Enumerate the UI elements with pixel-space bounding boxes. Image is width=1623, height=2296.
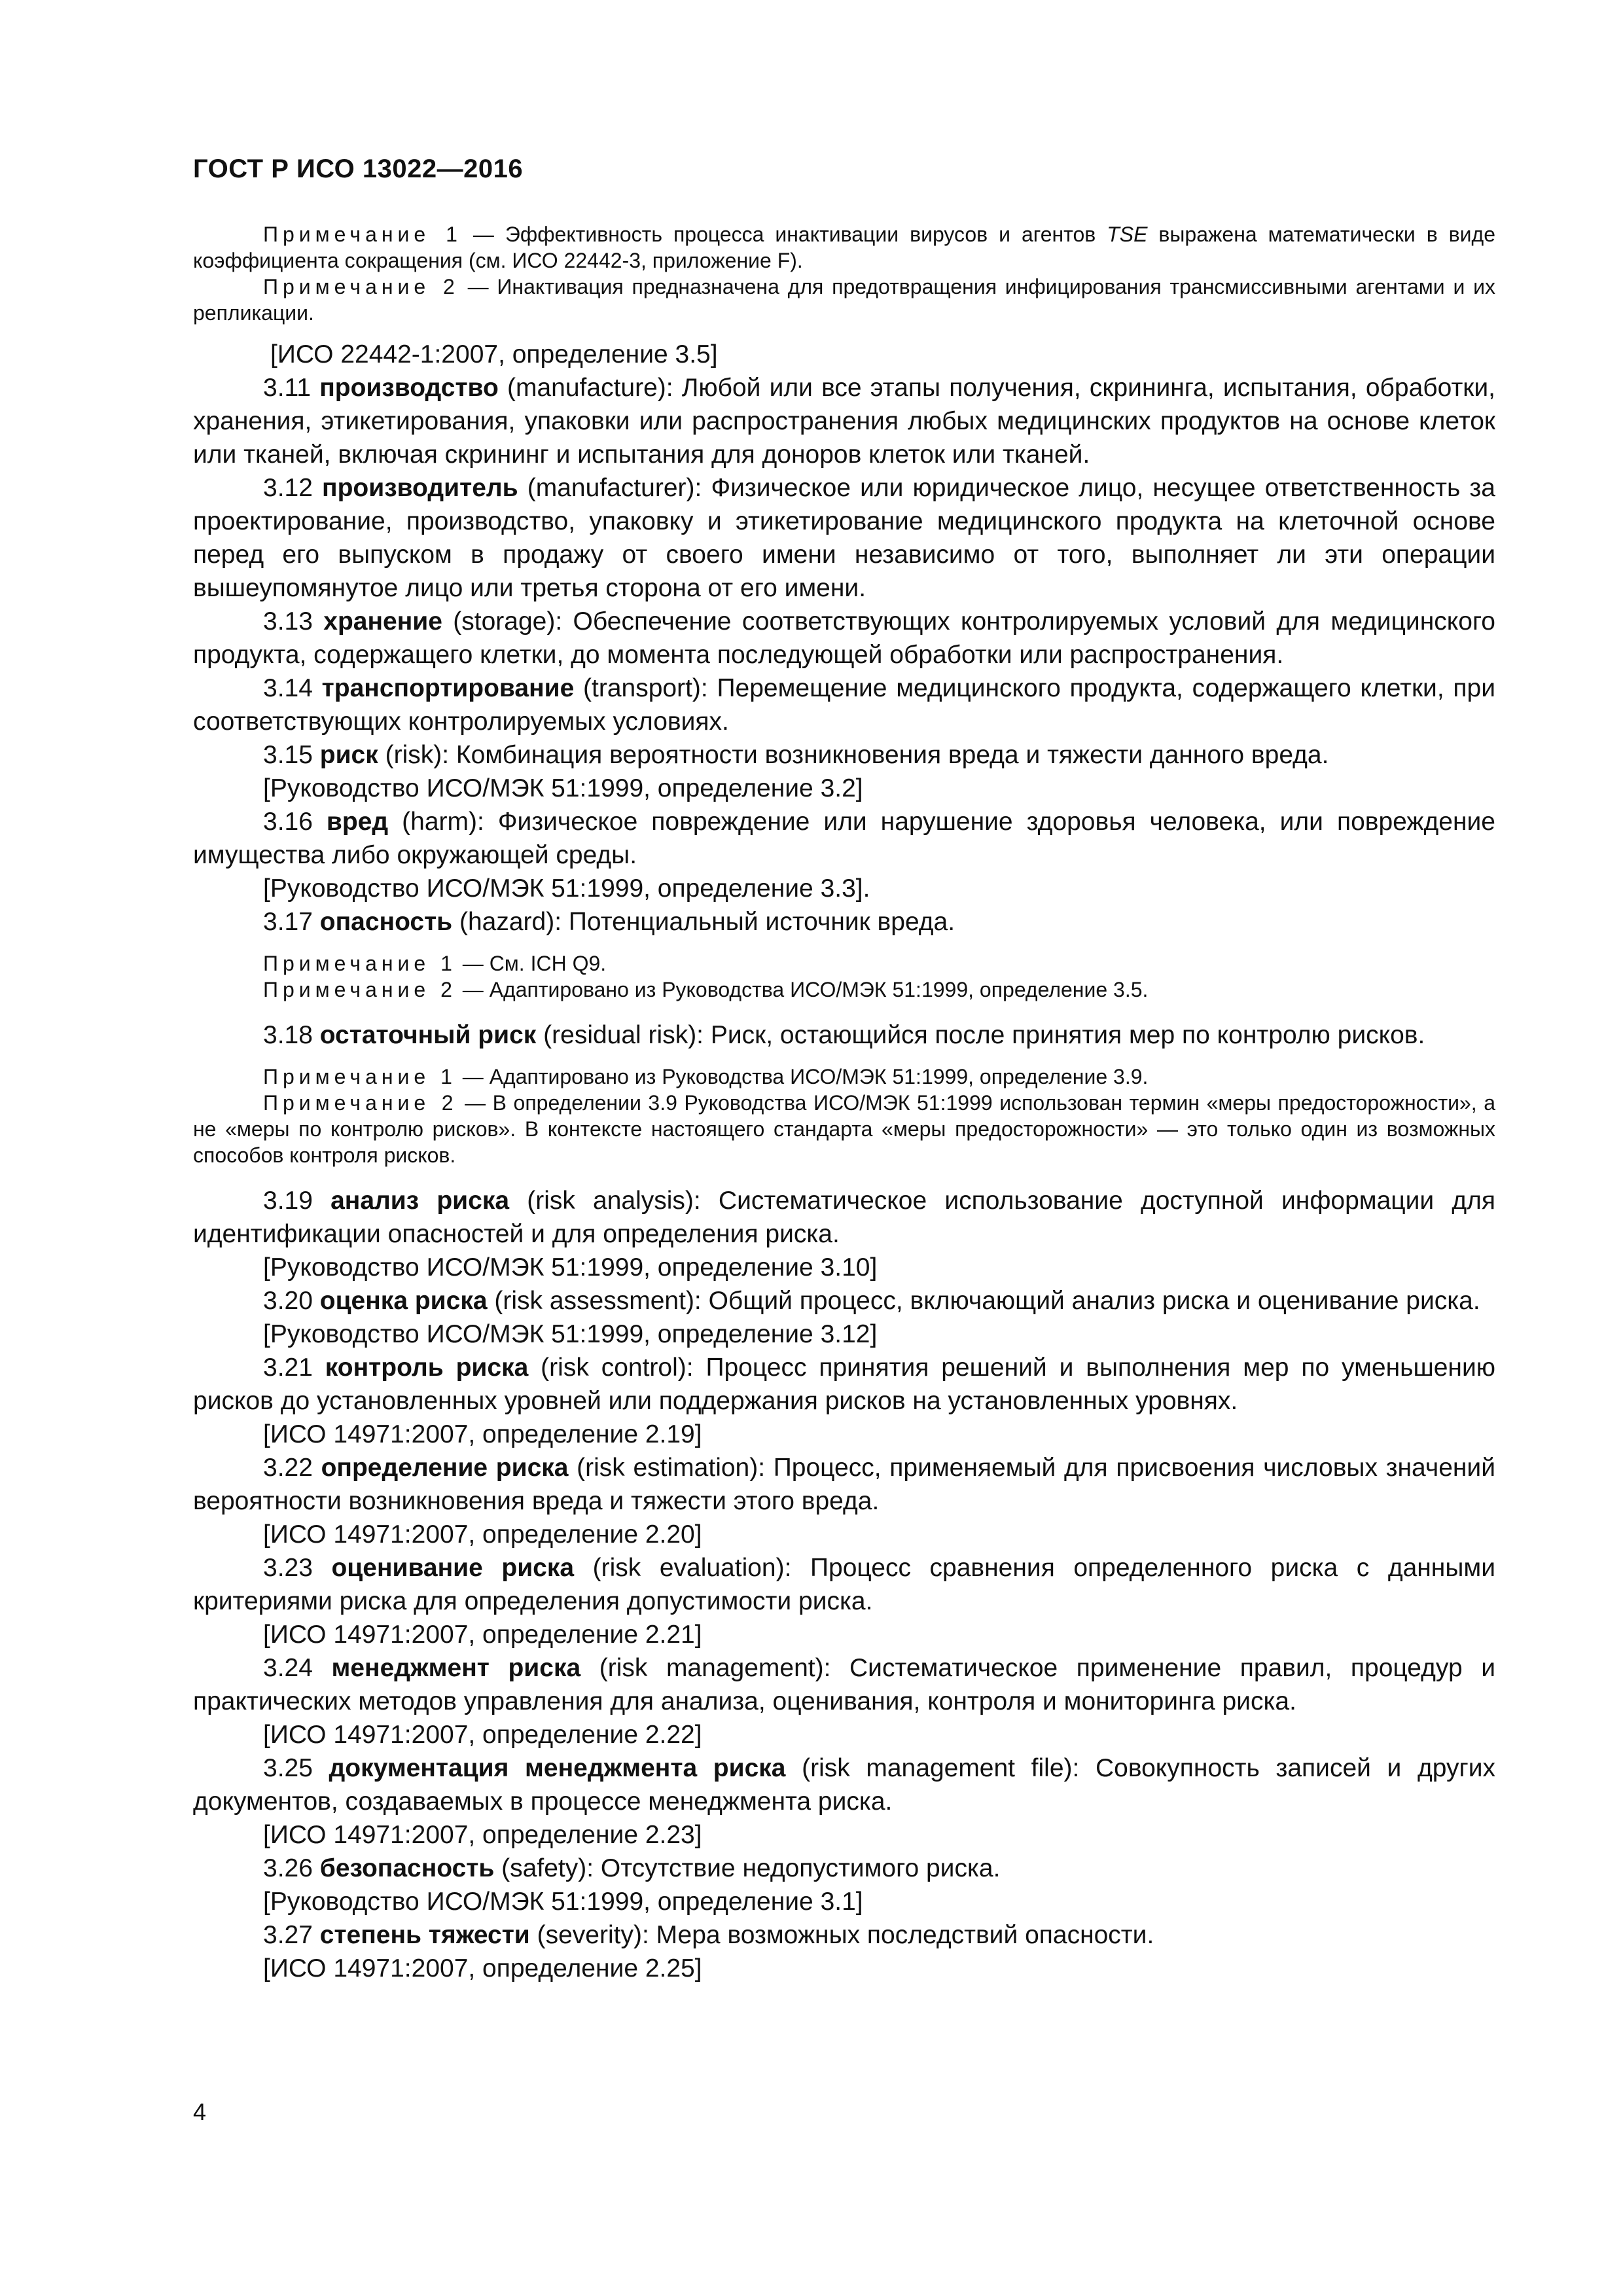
term: степень тяжести	[319, 1921, 530, 1949]
reference: [Руководство ИСО/МЭК 51:1999, определение 3.12]	[263, 1320, 878, 1348]
reference: [ИСО 14971:2007, определение 2.21]	[263, 1621, 702, 1649]
notes-group	[193, 221, 1495, 326]
note-label: Примечание 2	[263, 275, 459, 298]
term: менеджмент риска	[331, 1654, 581, 1682]
note-text: — В определении 3.9 Руководства ИСО/МЭК 51:1999 использован термин «меры предосторожности», а не «меры по контролю рисков». В контексте настоящего стандарта «меры предосторожности» — это только один из возможных способов контроля рисков.	[193, 1091, 1496, 1167]
term: оценивание риска	[331, 1554, 575, 1582]
definition-3-13: 3.13 хранение (storage): Обеспечение соответствующих контролируемых условий для медицинского продукта, содержащего клетки, до момента последующей обработки или распространения.	[193, 607, 1495, 669]
definition-3-23: 3.23 оценивание риска (risk evaluation): Процесс сравнения определенного риска с данными критериями риска для определения допустимости риска.	[193, 1554, 1495, 1615]
notes-group	[193, 950, 1495, 1003]
definition-3-12: 3.12 производитель (manufacturer): Физическое или юридическое лицо, несущее ответственность за проектирование, производство, упаковку и этикетирование медицинского продукта на клеточной основе перед его выпуском в продажу от своего имени независимо от того, выполняет ли эти операции вышеупомянутое лицо или третья сторона от его имени.	[193, 474, 1495, 602]
term: анализ риска	[330, 1187, 510, 1215]
note-text: — Инактивация предназначена для предотвращения инфицирования трансмиссивными агентами и их репликации.	[193, 275, 1496, 325]
definition-3-24: 3.24 менеджмент риска (risk management): Систематическое применение правил, процедур и практических методов управления для анализа, оценивания, контроля и мониторинга риска.	[193, 1654, 1495, 1715]
definition-3-17: 3.17 опасность (hazard): Потенциальный источник вреда.	[263, 908, 955, 936]
definition-3-14: 3.14 транспортирование (transport): Перемещение медицинского продукта, содержащего клетки, при соответствующих контролируемых условиях.	[193, 674, 1495, 736]
definition-3-20: 3.20 оценка риска (risk assessment): Общий процесс, включающий анализ риска и оценивание риска.	[263, 1287, 1480, 1315]
note	[193, 1090, 1495, 1168]
reference: [Руководство ИСО/МЭК 51:1999, определение 3.1]	[263, 1888, 863, 1916]
definition-3-22: 3.22 определение риска (risk estimation): Процесс, применяемый для присвоения числовых значений вероятности возникновения вреда и тяжести этого вреда.	[193, 1454, 1495, 1515]
note-text: — См. ICH Q9.	[456, 952, 607, 975]
note-text: — Эффективность процесса инактивации вирусов и агентов	[461, 223, 1107, 246]
definition-3-19: 3.19 анализ риска (risk analysis): Систематическое использование доступной информации для идентификации опасностей и для определения риска.	[193, 1187, 1496, 1248]
term: определение риска	[321, 1454, 569, 1482]
note-text: — Адаптировано из Руководства ИСО/МЭК 51:1999, определение 3.5.	[456, 978, 1149, 1001]
note-text-rest: выражена математически в виде коэффициента сокращения (см. ИСО 22442-3, приложение F).	[193, 223, 1496, 272]
term: риск	[319, 741, 378, 769]
reference: [ИСО 14971:2007, определение 2.23]	[263, 1821, 702, 1849]
definition-3-16: 3.16 вред (harm): Физическое повреждение или нарушение здоровья человека, или повреждение имущества либо окружающей среды.	[193, 808, 1495, 869]
note-italic: TSE	[1107, 223, 1148, 246]
term: документация менеджмента риска	[329, 1754, 786, 1782]
term: остаточный риск	[319, 1021, 537, 1049]
definition-3-11: 3.11 производство (manufacture): Любой или все этапы получения, скрининга, испытания, обработки, хранения, этикетирования, упаковки или распространения любых медицинских продуктов на основе клеток или тканей, включая скрининг и испытания для доноров клеток или тканей.	[193, 374, 1495, 469]
definition-3-25: 3.25 документация менеджмента риска (risk management file): Совокупность записей и других документов, создаваемых в процессе менеджмента риска.	[193, 1754, 1495, 1816]
reference: [Руководство ИСО/МЭК 51:1999, определение 3.2]	[263, 774, 863, 802]
note	[193, 1064, 1495, 1090]
note-label: Примечание 2	[263, 1091, 458, 1115]
reference: [ИСО 14971:2007, определение 2.25]	[263, 1954, 702, 1982]
term: контроль риска	[325, 1354, 529, 1382]
note-label: Примечание 1	[263, 223, 462, 246]
reference: [Руководство ИСО/МЭК 51:1999, определение 3.10]	[263, 1253, 878, 1282]
reference: [ИСО 14971:2007, определение 2.19]	[263, 1420, 702, 1448]
reference: [ИСО 14971:2007, определение 2.22]	[263, 1721, 702, 1749]
definition-3-21: 3.21 контроль риска (risk control): Процесс принятия решений и выполнения мер по уменьшению рисков до установленных уровней или поддержания рисков на установленных уровнях.	[193, 1354, 1495, 1415]
reference: [Руководство ИСО/МЭК 51:1999, определение 3.3].	[263, 874, 870, 903]
note-label: Примечание 2	[263, 978, 457, 1001]
definition-3-26: 3.26 безопасность (safety): Отсутствие недопустимого риска.	[263, 1854, 1001, 1882]
note	[193, 977, 1495, 1003]
term: оценка риска	[319, 1287, 488, 1315]
document-header: ГОСТ Р ИСО 13022—2016	[193, 154, 524, 183]
page-content	[193, 221, 1495, 1985]
definition-3-18: 3.18 остаточный риск (residual risk): Риск, остающийся после принятия мер по контролю рисков.	[263, 1021, 1425, 1049]
reference: [ИСО 14971:2007, определение 2.20]	[263, 1520, 702, 1549]
note-label: Примечание 1	[263, 952, 457, 975]
term: вред	[326, 808, 389, 836]
term: хранение	[323, 607, 442, 636]
note	[193, 274, 1495, 326]
notes-group	[193, 1064, 1495, 1168]
term: транспортирование	[321, 674, 575, 702]
term: безопасность	[319, 1854, 495, 1882]
note	[193, 950, 1495, 977]
reference: [ИСО 22442-1:2007, определение 3.5]	[270, 340, 718, 368]
note-text: — Адаптировано из Руководства ИСО/МЭК 51:1999, определение 3.9.	[456, 1065, 1149, 1088]
definition-3-27: 3.27 степень тяжести (severity): Мера возможных последствий опасности.	[263, 1921, 1154, 1949]
page-number: 4	[193, 2098, 207, 2125]
note-label: Примечание 1	[263, 1065, 457, 1088]
term: производство	[319, 374, 499, 402]
definition-3-15: 3.15 риск (risk): Комбинация вероятности возникновения вреда и тяжести данного вреда.	[263, 741, 1329, 769]
term: опасность	[319, 908, 453, 936]
note	[193, 221, 1495, 274]
term: производитель	[322, 474, 518, 502]
